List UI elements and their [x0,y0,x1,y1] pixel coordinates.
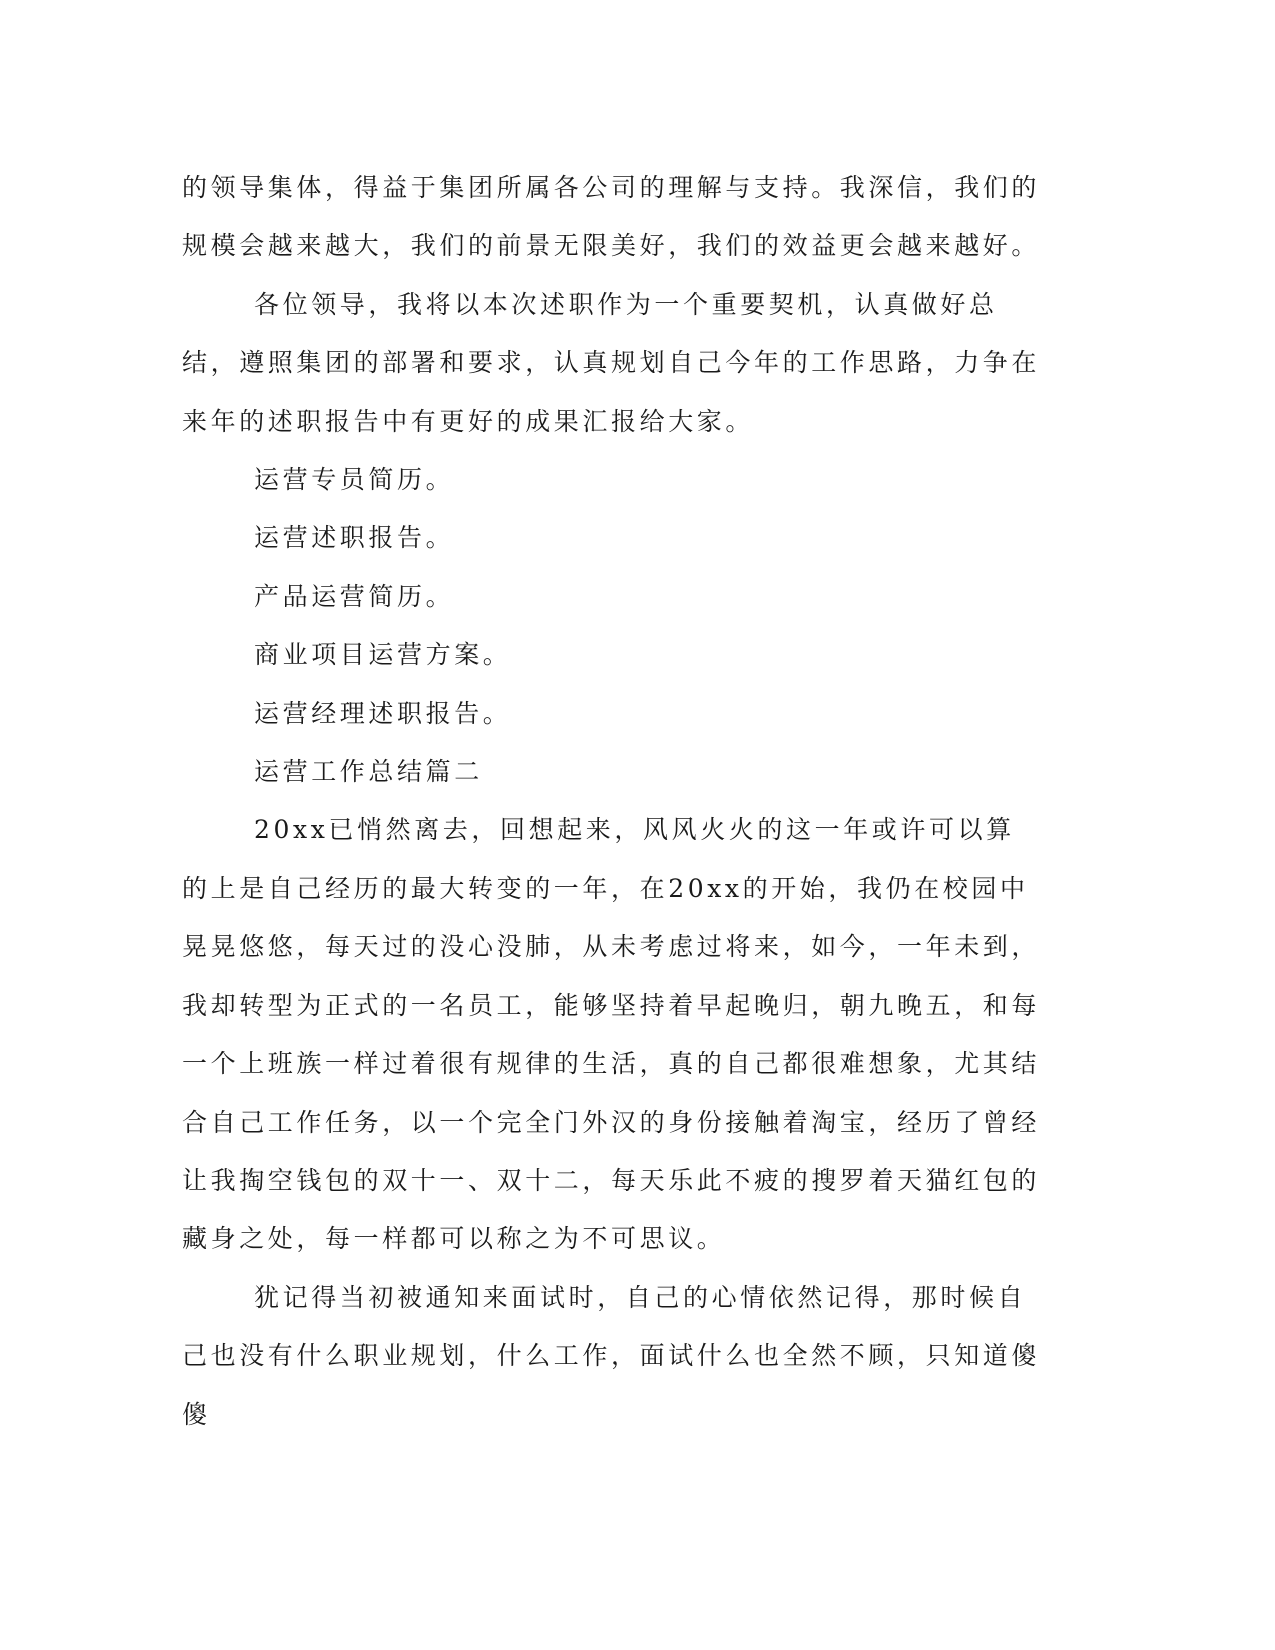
related-link-commercial-project-plan: 商业项目运营方案。 [254,640,512,670]
related-link-operations-specialist-resume: 运营专员简历。 [254,465,455,495]
related-link-product-operations-resume: 产品运营简历。 [254,581,455,611]
paragraph-summary-commitment: 各位领导，我将以本次述职作为一个重要契机，认真做好总结，遵照集团的部署和要求，认真规划自己今年的工作思路，力争在来年的述职报告中有更好的成果汇报给大家。 [182,289,1041,436]
document-body [182,159,1042,1444]
related-link-operations-report: 运营述职报告。 [254,523,455,553]
related-link-operations-manager-report: 运营经理述职报告。 [254,698,512,728]
section-heading-part-two: 运营工作总结篇二 [254,757,483,787]
paragraph-leadership-closing: 的领导集体，得益于集团所属各公司的理解与支持。我深信，我们的规模会越来越大，我们的前景无限美好，我们的效益更会越来越好。 [182,173,1041,261]
paragraph-interview-memory: 犹记得当初被通知来面试时，自己的心情依然记得，那时候自己也没有什么职业规划，什么工作，面试什么也全然不顾，只知道傻傻 [182,1282,1041,1429]
paragraph-year-reflection: 20xx已悄然离去，回想起来，风风火火的这一年或许可以算的上是自己经历的最大转变的一年，在20xx的开始，我仍在校园中晃晃悠悠，每天过的没心没肺，从未考虑过将来，如今，一年未到，我却转型为正式的一名员工，能够坚持着早起晚归，朝九晚五，和每一个上班族一样过着很有规律的生活，真的自己都很难想象，尤其结合自己工作任务，以一个完全门外汉的身份接触着淘宝，经历了曾经让我掏空钱包的双十一、双十二，每天乐此不疲的搜罗着天猫红包的藏身之处，每一样都可以称之为不可思议。 [182,815,1041,1254]
